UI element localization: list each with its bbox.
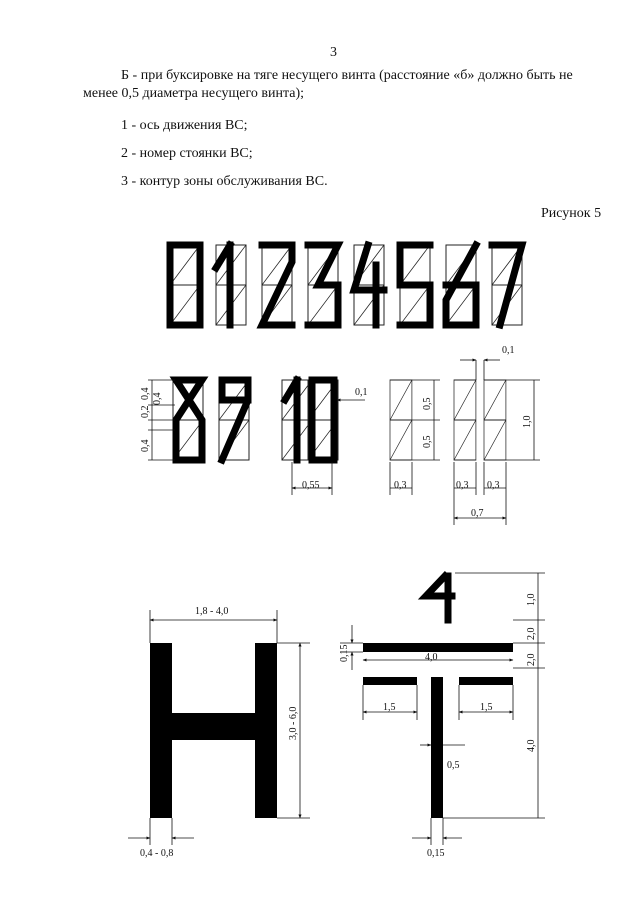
dim-0-5-a: 0,5	[422, 397, 433, 410]
dim-1-0-small: 1,0	[522, 415, 533, 428]
paragraph-line-2: менее 0,5 диаметра несущего винта);	[83, 86, 305, 101]
dim-0-1-top: 0,1	[502, 345, 515, 356]
letter-t-drawing	[339, 573, 545, 859]
dim-h-height: 3,0 - 6,0	[288, 706, 299, 740]
list-item-3: 3 - контур зоны обслуживания ВС.	[121, 174, 328, 189]
dim-r-4-0: 4,0	[526, 739, 537, 752]
dim-0-3-a: 0,3	[394, 480, 407, 491]
paragraph-line-1: Б - при буксировке на тяге несущего винта (расстояние «б» должно быть не	[121, 68, 573, 83]
dim-t-0-15-left: 0,15	[339, 644, 350, 662]
figure-caption: Рисунок 5	[541, 206, 602, 221]
dim-t-width: 4,0	[425, 652, 438, 663]
dim-0-1-left: 0,1	[355, 387, 368, 398]
dim-0-7: 0,7	[471, 508, 484, 519]
dim-t-1-5-left: 1,5	[383, 702, 396, 713]
reference-cells	[390, 380, 506, 460]
dim-r-1-0: 1,0	[526, 593, 537, 606]
dim-t-0-5: 0,5	[447, 760, 460, 771]
dim-0-3-c: 0,3	[487, 480, 500, 491]
digits-row-0-7	[170, 245, 522, 325]
dim-r-2-0-b: 2,0	[526, 653, 537, 666]
dim-r-2-0-a: 2,0	[526, 627, 537, 640]
dim-0-4-c: 0,4	[152, 392, 163, 405]
dim-h-width: 1,8 - 4,0	[195, 606, 229, 617]
page-number: 3	[330, 45, 337, 60]
dim-0-2: 0,2	[140, 405, 151, 418]
list-item-1: 1 - ось движения ВС;	[121, 118, 248, 133]
dim-t-1-5-right: 1,5	[480, 702, 493, 713]
dim-0-3-b: 0,3	[456, 480, 469, 491]
dim-h-stroke: 0,4 - 0,8	[140, 848, 174, 859]
dim-0-4-b: 0,4	[140, 439, 151, 452]
dim-0-4-a: 0,4	[140, 387, 151, 400]
dim-0-55: 0,55	[302, 480, 320, 491]
list-item-2: 2 - номер стоянки ВС;	[121, 146, 253, 161]
dim-t-0-15-bottom: 0,15	[427, 848, 445, 859]
digits-8-9-10	[173, 380, 338, 460]
letter-h-drawing	[128, 606, 310, 859]
dim-0-5-b: 0,5	[422, 435, 433, 448]
